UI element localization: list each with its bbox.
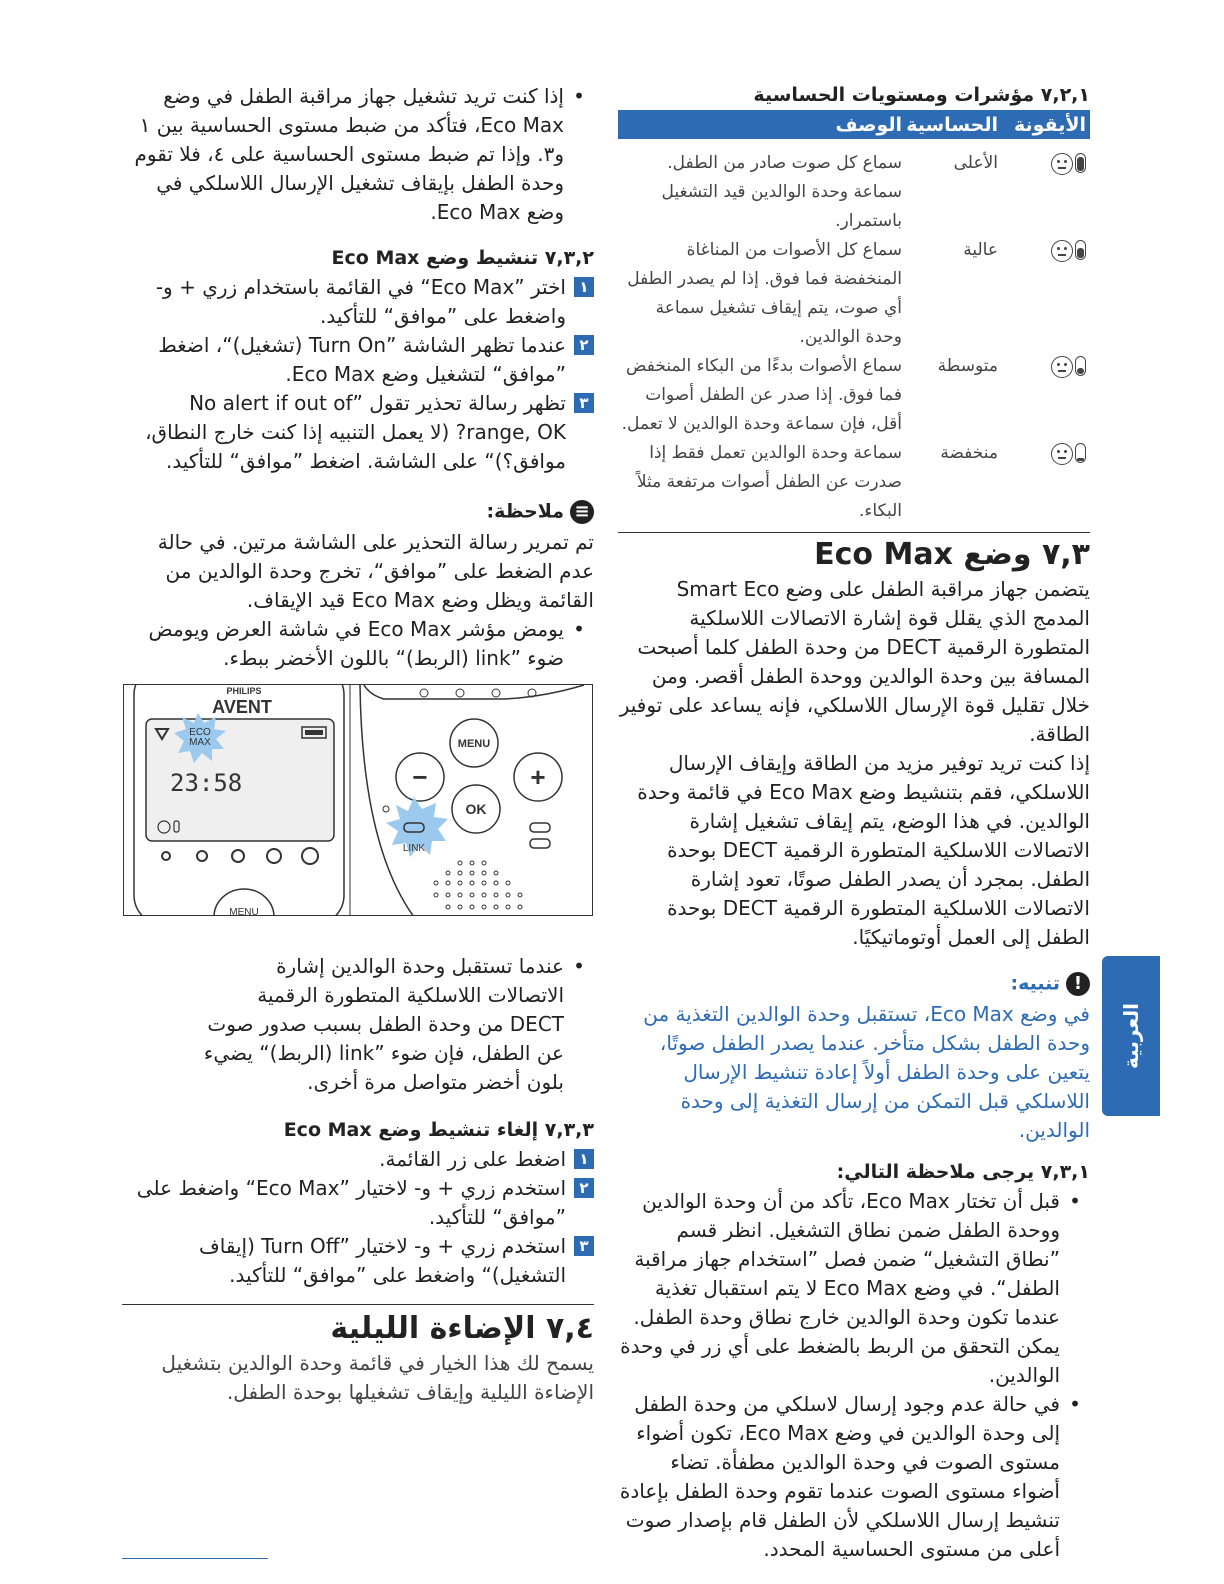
eco-label: ECO	[189, 727, 211, 738]
header-icon: الأيقونة	[1013, 113, 1086, 136]
max-label: MAX	[189, 737, 211, 748]
step-number: ٣	[574, 1236, 594, 1256]
bullet-text: عندما تستقبل وحدة الوالدين إشارة الاتصالات اللاسلكية المتطورة الرقمية DECT من وحدة الطفل بسبب صدور صوت عن الطفل، فإن ضوء ”link (الربط)“ يضيء بلون أخضر متواصل مرة أخرى.	[203, 954, 564, 1094]
bullet-text: إذا كنت تريد تشغيل جهاز مراقبة الطفل في وضع Eco Max، فتأكد من ضبط مستوى الحساسية بين ١ و٣. وإذا تم ضبط مستوى الحساسية على ٤، فلا تقوم وحدة الطفل بإيقاف تشغيل الإرسال اللاسلكي في وضع Eco Max.	[134, 84, 564, 224]
sensitivity-table	[618, 110, 1090, 533]
language-tab-label: العربية	[1119, 1003, 1143, 1069]
step-number: ١	[574, 277, 594, 297]
sensitivity-description: سماع كل صوت صادر من الطفل. سماعة وحدة الوالدين قيد التشغيل باستمرار.	[661, 153, 902, 231]
list-item	[618, 1187, 1090, 1390]
step-item	[122, 1232, 594, 1290]
device-svg	[124, 685, 593, 916]
header-sensitivity: الحساسية	[906, 113, 998, 136]
language-tab[interactable]	[1102, 956, 1160, 1116]
footer-line	[122, 1558, 268, 1559]
bullet-text: في حالة عدم وجود إرسال لاسلكي من وحدة الطفل إلى وحدة الوالدين في وضع Eco Max، تكون أضواء مستوى الصوت في وحدة الوالدين مطفأة. تضاء أضواء مستوى الصوت عندما تقوم وحدة الطفل بإعادة تنشيط إرسال اللاسلكي لأن الطفل قام بإصدار صوت أعلى من مستوى الحساسية المحدد.	[619, 1392, 1060, 1561]
sensitivity-description: سماع الأصوات بدءًا من البكاء المنخفض فما فوق. إذا صدر عن الطفل أصوات أقل، فإن سماعة وحدة الوالدين لا تعمل.	[621, 356, 902, 434]
list-item	[122, 82, 594, 227]
step-item	[122, 389, 594, 476]
section-74-text: يسمح لك هذا الخيار في قائمة وحدة الوالدين بتشغيل الإضاءة الليلية وإيقاف تشغيلها بوحدة الطفل.	[161, 1351, 594, 1404]
bullet-text: قبل أن تختار Eco Max، تأكد من أن وحدة الوالدين ووحدة الطفل ضمن نطاق التشغيل. انظر قسم ”نطاق التشغيل“ ضمن فصل ”استخدام جهاز مراقبة الطفل“. في وضع Eco Max لا يتم استقبال تغذية عندما تكون وحدة الوالدين خارج نطاق وحدة الطفل. يمكن التحقق من الربط بالضغط على أي زر في وحدة الوالدين.	[620, 1189, 1060, 1387]
note-icon: ≡	[570, 500, 594, 524]
bullet-dot: •	[573, 954, 585, 978]
section-74-title: ٧,٤ الإضاءة الليلية	[330, 1311, 594, 1346]
exclamation-icon: !	[1066, 972, 1090, 996]
section-721-title: ٧,٢,١ مؤشرات ومستويات الحساسية	[753, 84, 1090, 106]
sensitivity-level: متوسطة	[937, 356, 998, 376]
note-text: تم تمرير رسالة التحذير على الشاشة مرتين. في حالة عدم الضغط على ”موافق“، تخرج وحدة الوالدين من القائمة ويظل وضع Eco Max قيد الإيقاف.	[157, 530, 594, 612]
menu-label: MENU	[457, 738, 491, 750]
note-heading	[122, 500, 594, 524]
table-row	[618, 352, 1090, 439]
plus-label: +	[530, 762, 546, 792]
bullet-dot: •	[1069, 1392, 1081, 1416]
header-description: الوصف	[835, 113, 902, 136]
step-text: تظهر رسالة تحذير تقول ”No alert if out of range, OK? (لا يعمل التنبيه إذا كنت خارج النطاق، موافق؟)“ على الشاشة. اضغط ”موافق“ للتأكيد.	[145, 391, 566, 473]
sensitivity-description: سماع كل الأصوات من المناغاة المنخفضة فما فوق. إذا لم يصدر الطفل أي صوت، يتم إيقاف تشغيل سماعة وحدة الوالدين.	[627, 240, 902, 347]
left-column	[122, 82, 594, 673]
list-item	[618, 1390, 1090, 1564]
table-header	[618, 110, 1090, 139]
step-text: استخدم زري + و- لاختيار ”Turn Off (إيقاف التشغيل)“ واضغط على ”موافق“ للتأكيد.	[199, 1234, 566, 1287]
step-item	[122, 331, 594, 389]
ok-label: OK	[465, 801, 487, 817]
time-display: 23:58	[170, 769, 243, 797]
step-number: ٣	[574, 393, 594, 413]
step-item	[122, 1174, 594, 1232]
caution-title: تنبيه:	[1010, 972, 1060, 995]
section-73-title: ٧,٣ وضع Eco Max	[814, 537, 1090, 572]
caution-heading	[618, 972, 1090, 996]
step-text: استخدم زري + و- لاختيار ”Eco Max“ واضغط على ”موافق“ للتأكيد.	[136, 1176, 566, 1229]
sensitivity-level: عالية	[963, 240, 998, 260]
face-mic-icon	[998, 439, 1090, 526]
link-label: LINK	[402, 843, 426, 854]
step-item	[122, 273, 594, 331]
section-73-paragraph-2: إذا كنت تريد توفير مزيد من الطاقة وإيقاف الإرسال اللاسلكي، فقم بتنشيط وضع Eco Max في قائمة وحدة الوالدين. في هذا الوضع، يتم إيقاف تشغيل إشارة الاتصالات اللاسلكية المتطورة الرقمية DECT بوحدة الطفل. بمجرد أن يصدر الطفل صوتًا، تعود إشارة الاتصالات اللاسلكية المتطورة الرقمية DECT بوحدة الطفل إلى العمل أوتوماتيكيًا.	[637, 751, 1090, 949]
brand-top: PHILIPS	[226, 686, 262, 696]
section-731-title: ٧,٣,١ يرجى ملاحظة التالي:	[836, 1161, 1090, 1183]
step-number: ٢	[574, 335, 594, 355]
sensitivity-level: منخفضة	[940, 443, 998, 463]
section-divider	[122, 1304, 594, 1305]
table-row	[618, 236, 1090, 352]
step-item	[122, 1145, 594, 1174]
table-row	[618, 439, 1090, 526]
caution-text: في وضع Eco Max، تستقبل وحدة الوالدين التغذية من وحدة الطفل بشكل متأخر. عندما يصدر الطفل صوتًا، يتعين على وحدة الطفل أولاً إعادة تنشيط الإرسال اللاسلكي قبل التمكن من إرسال التغذية إلى وحدة الوالدين.	[643, 1002, 1090, 1142]
right-column	[618, 82, 1090, 1564]
section-732-title: ٧,٣,٢ تنشيط وضع Eco Max	[331, 247, 594, 269]
step-text: اضغط على زر القائمة.	[379, 1147, 566, 1171]
face-mic-icon	[998, 236, 1090, 352]
section-73-paragraph-1: يتضمن جهاز مراقبة الطفل على وضع Smart Eco المدمج الذي يقلل قوة إشارة الاتصالات اللاسلكية المتطورة الرقمية DECT من وحدة الطفل كلما أصبحت المسافة بين وحدة الوالدين ووحدة الطفل أقصر. ومن خلال تقليل قوة الإرسال اللاسلكي، فإنه يساعد على توفير الطاقة.	[619, 577, 1090, 746]
step-text: اختر ”Eco Max“ في القائمة باستخدام زري + و- واضغط على ”موافق“ للتأكيد.	[155, 275, 566, 328]
sensitivity-level: الأعلى	[953, 153, 998, 173]
menu-label-lower: MENU	[229, 907, 259, 916]
table-row	[618, 149, 1090, 236]
step-text: عندما تظهر الشاشة ”Turn On (تشغيل)“، اضغط ”موافق“ لتشغيل وضع Eco Max.	[158, 333, 566, 386]
brand-logo: AVENT	[212, 697, 272, 717]
list-item	[122, 952, 594, 1097]
face-mic-icon	[998, 352, 1090, 439]
table-divider	[618, 532, 1090, 533]
minus-label: −	[412, 762, 428, 792]
step-number: ١	[574, 1149, 594, 1169]
bullet-dot: •	[573, 84, 585, 108]
sensitivity-description: سماعة وحدة الوالدين تعمل فقط إذا صدرت عن الطفل أصوات مرتفعة مثلاً البكاء.	[636, 443, 902, 521]
bullet-text: يومض مؤشر Eco Max في شاشة العرض ويومض ضوء ”link (الربط)“ باللون الأخضر ببطء.	[148, 617, 564, 670]
bullet-dot: •	[573, 617, 585, 641]
step-number: ٢	[574, 1178, 594, 1198]
bullet-dot: •	[1069, 1189, 1081, 1213]
section-733-title: ٧,٣,٣ إلغاء تنشيط وضع Eco Max	[283, 1119, 594, 1141]
note-title: ملاحظة:	[486, 500, 564, 523]
list-item	[122, 615, 594, 673]
left-column-lower	[122, 952, 594, 1407]
device-illustration	[123, 684, 593, 916]
face-mic-icon	[998, 149, 1090, 236]
